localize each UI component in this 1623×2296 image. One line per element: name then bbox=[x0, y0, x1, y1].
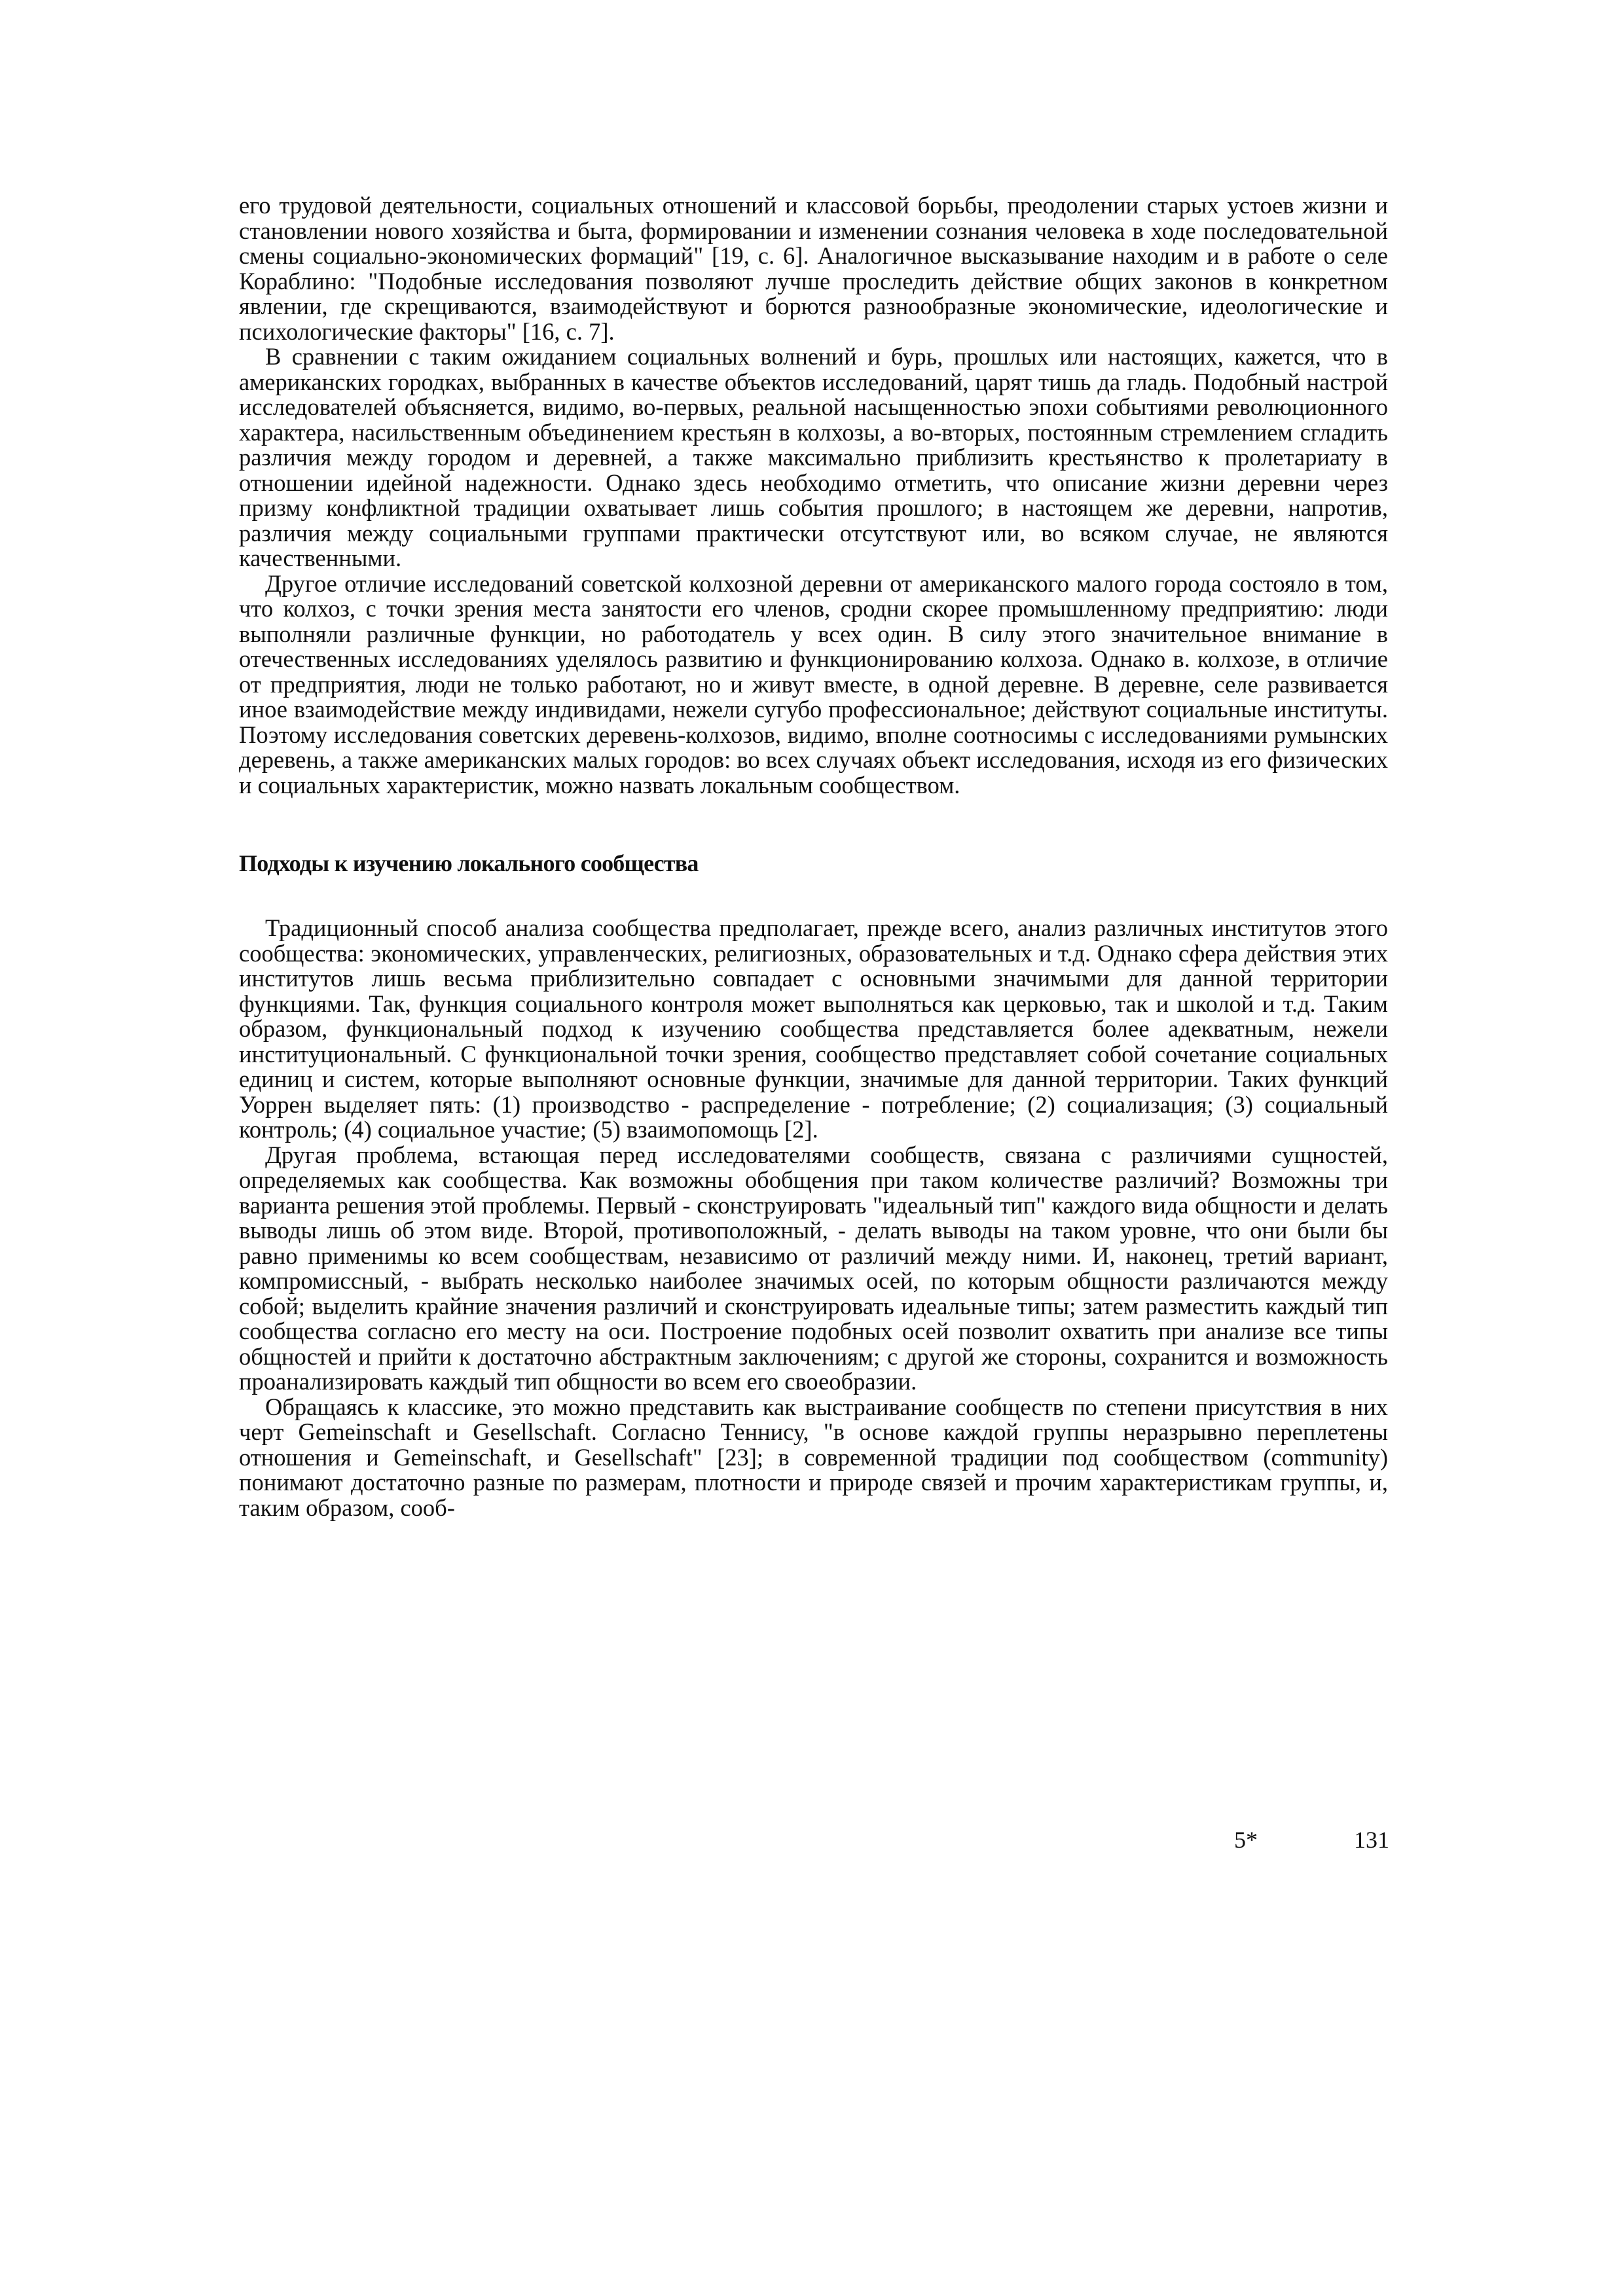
paragraph-gemeinschaft: Обращаясь к классике, это можно представить как выстраивание сообществ по степени присутствия в них черт Gemeinschaft и Gesellschaft. Согласно Теннису, "в основе каждой группы неразрывно переплетены отношения и Gemeinschaft, и Gesellschaft" [23]; в современной традиции под сообществом (community) понимают достаточно разные по размерам, плотности и природе связей и прочим характеристикам группы, и, таким образом, сооб- bbox=[239, 1393, 1388, 1521]
paragraph-generalization-problem: Другая проблема, встающая перед исследователями сообществ, связана с различиями сущностей, определяемых как сообщества. Как возможны обобщения при таком количестве различий? Возможны три варианта решения этой проблемы. Первый - сконструировать "идеальный тип" каждого вида общности и делать выводы лишь об этом виде. Второй, противоположный, - делать выводы на таком уровне, что они были бы равно применимы ко всем сообществам, независимо от различий между ними. И, наконец, третий вариант, компромиссный, - выбрать несколько наиболее значимых осей, по которым общности различаются между собой; выделить крайние значения различий и сконструировать идеальные типы; затем разместить каждый тип сообщества согласно его месту на оси. Построение подобных осей позволит охватить при анализе все типы общностей и прийти к достаточно абстрактным заключениям; с другой же стороны, сохранится и возможность проанализировать каждый тип общности во всем его своеобразии. bbox=[239, 1141, 1388, 1395]
paragraph-comparison: В сравнении с таким ожиданием социальных волнений и бурь, прошлых или настоящих, кажется, что в американских городках, выбранных в качестве объектов исследований, царят тишь да гладь. Подобный настрой исследователей объясняется, видимо, во-первых, реальной насыщенностью эпохи событиями революционного характера, насильственным объединением крестьян в колхозы, а во-вторых, постоянным стремлением сгладить различия между городом и деревней, а также максимально приблизить крестьянство к пролетариату в отношении идейной надежности. Однако здесь необходимо отметить, что описание жизни деревни через призму конфликтной традиции охватывает лишь события прошлого; в настоящем же деревни, напротив, различия между социальными группами практически отсутствуют или, во всяком случае, не являются качественными. bbox=[239, 343, 1388, 571]
page-number: 131 bbox=[1354, 1827, 1389, 1853]
paragraph-traditional-approach: Традиционный способ анализа сообщества предполагает, прежде всего, анализ различных институтов этого сообщества: экономических, управленческих, религиозных, образовательных и т.д. Однако сфера действия этих институтов лишь весьма приблизительно совпадает с основными значимыми для данной территории функциями. Так, функция социального контроля может выполняться как церковью, так и школой и т.д. Таким образом, функциональный подход к изучению сообщества представляется более адекватным, нежели институциональный. С функциональной точки зрения, сообщество представляет собой сочетание социальных единиц и систем, которые выполняют основные функции, значимые для данной территории. Таких функций Уоррен выделяет пять: (1) производство - распределение - потребление; (2) социализация; (3) социальный контроль; (4) социальное участие; (5) взаимопомощь [2]. bbox=[239, 914, 1388, 1143]
section-heading: Подходы к изучению локального сообщества bbox=[239, 850, 699, 876]
paragraph-kolkhoz-difference: Другое отличие исследований советской колхозной деревни от американского малого города состояло в том, что колхоз, с точки зрения места занятости его членов, сродни скорее промышленному предприятию: люди выполняли различные функции, но работодатель у всех один. В силу этого значительное внимание в отечественных исследованиях уделялось развитию и функционированию колхоза. Однако в. колхозе, в отличие от предприятия, люди не только работают, но и живут вместе, в одной деревне. В деревне, селе развивается иное взаимодействие между индивидами, нежели сугубо профессиональное; действуют социальные институты. Поэтому исследования советских деревень-колхозов, видимо, вполне соотносимы с исследованиями румынских деревень, а также американских малых городов: во всех случаях объект исследования, исходя из его физических и социальных характеристик, можно назвать локальным сообществом. bbox=[239, 569, 1388, 798]
paragraph-continuation: его трудовой деятельности, социальных отношений и классовой борьбы, преодолении старых устоев жизни и становлении нового хозяйства и быта, формировании и изменении сознания человека в ходе последовательной смены социально-экономических формаций" [19, с. 6]. Аналогичное высказывание находим и в работе о селе Кораблино: "Подобные исследования позволяют лучше проследить действие общих законов в конкретном явлении, где скрещиваются, взаимодействуют и борются разнообразные экономические, идеологические и психологические факторы" [16, с. 7]. bbox=[239, 192, 1388, 345]
page-body bbox=[239, 193, 1388, 1520]
signature-mark: 5* bbox=[1234, 1827, 1258, 1853]
